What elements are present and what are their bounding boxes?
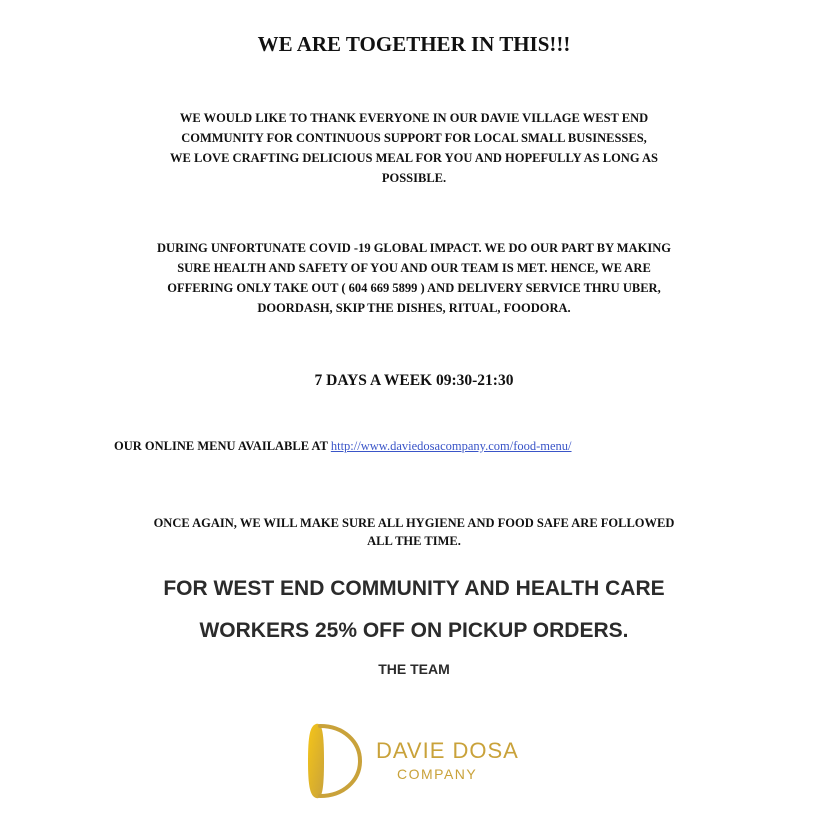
online-menu-line bbox=[114, 439, 572, 454]
paragraph-line: WE WOULD LIKE TO THANK EVERYONE IN OUR DAVIE VILLAGE WEST END bbox=[179, 111, 649, 125]
paragraph-line: DOORDASH, SKIP THE DISHES, RITUAL, FOODORA. bbox=[257, 301, 571, 315]
paragraph-line: DURING UNFORTUNATE COVID -19 GLOBAL IMPACT. WE DO OUR PART BY MAKING bbox=[157, 241, 671, 255]
online-menu-label: OUR ONLINE MENU AVAILABLE AT bbox=[114, 439, 331, 453]
paragraph-line: ONCE AGAIN, WE WILL MAKE SURE ALL HYGIENE AND FOOD SAFE ARE FOLLOWED bbox=[153, 516, 675, 530]
thank-you-paragraph bbox=[0, 108, 828, 188]
opening-hours: 7 DAYS A WEEK 09:30-21:30 bbox=[314, 372, 514, 389]
company-logo bbox=[298, 718, 538, 804]
page-title: WE ARE TOGETHER IN THIS!!! bbox=[257, 32, 571, 56]
dosa-logo-icon bbox=[298, 718, 368, 804]
menu-link[interactable]: http://www.daviedosacompany.com/food-menu/ bbox=[330, 439, 572, 453]
logo-name: DAVIE DOSA bbox=[376, 738, 519, 763]
promo-line: WORKERS 25% OFF ON PICKUP ORDERS. bbox=[199, 619, 629, 642]
promo-line: FOR WEST END COMMUNITY AND HEALTH CARE bbox=[163, 577, 665, 600]
paragraph-line: COMMUNITY FOR CONTINUOUS SUPPORT FOR LOCAL SMALL BUSINESSES, bbox=[181, 131, 647, 145]
discount-promo bbox=[0, 568, 828, 652]
paragraph-line: ALL THE TIME. bbox=[367, 534, 461, 548]
covid-paragraph bbox=[0, 238, 828, 318]
paragraph-line: WE LOVE CRAFTING DELICIOUS MEAL FOR YOU AND HOPEFULLY AS LONG AS bbox=[170, 151, 658, 165]
paragraph-line: SURE HEALTH AND SAFETY OF YOU AND OUR TEAM IS MET. HENCE, WE ARE bbox=[177, 261, 651, 275]
paragraph-line: POSSIBLE. bbox=[381, 171, 447, 185]
logo-subtitle: COMPANY bbox=[397, 766, 478, 782]
paragraph-line: OFFERING ONLY TAKE OUT ( 604 669 5899 ) AND DELIVERY SERVICE THRU UBER, bbox=[167, 281, 661, 295]
signature: THE TEAM bbox=[378, 661, 450, 677]
hygiene-paragraph bbox=[0, 514, 828, 550]
